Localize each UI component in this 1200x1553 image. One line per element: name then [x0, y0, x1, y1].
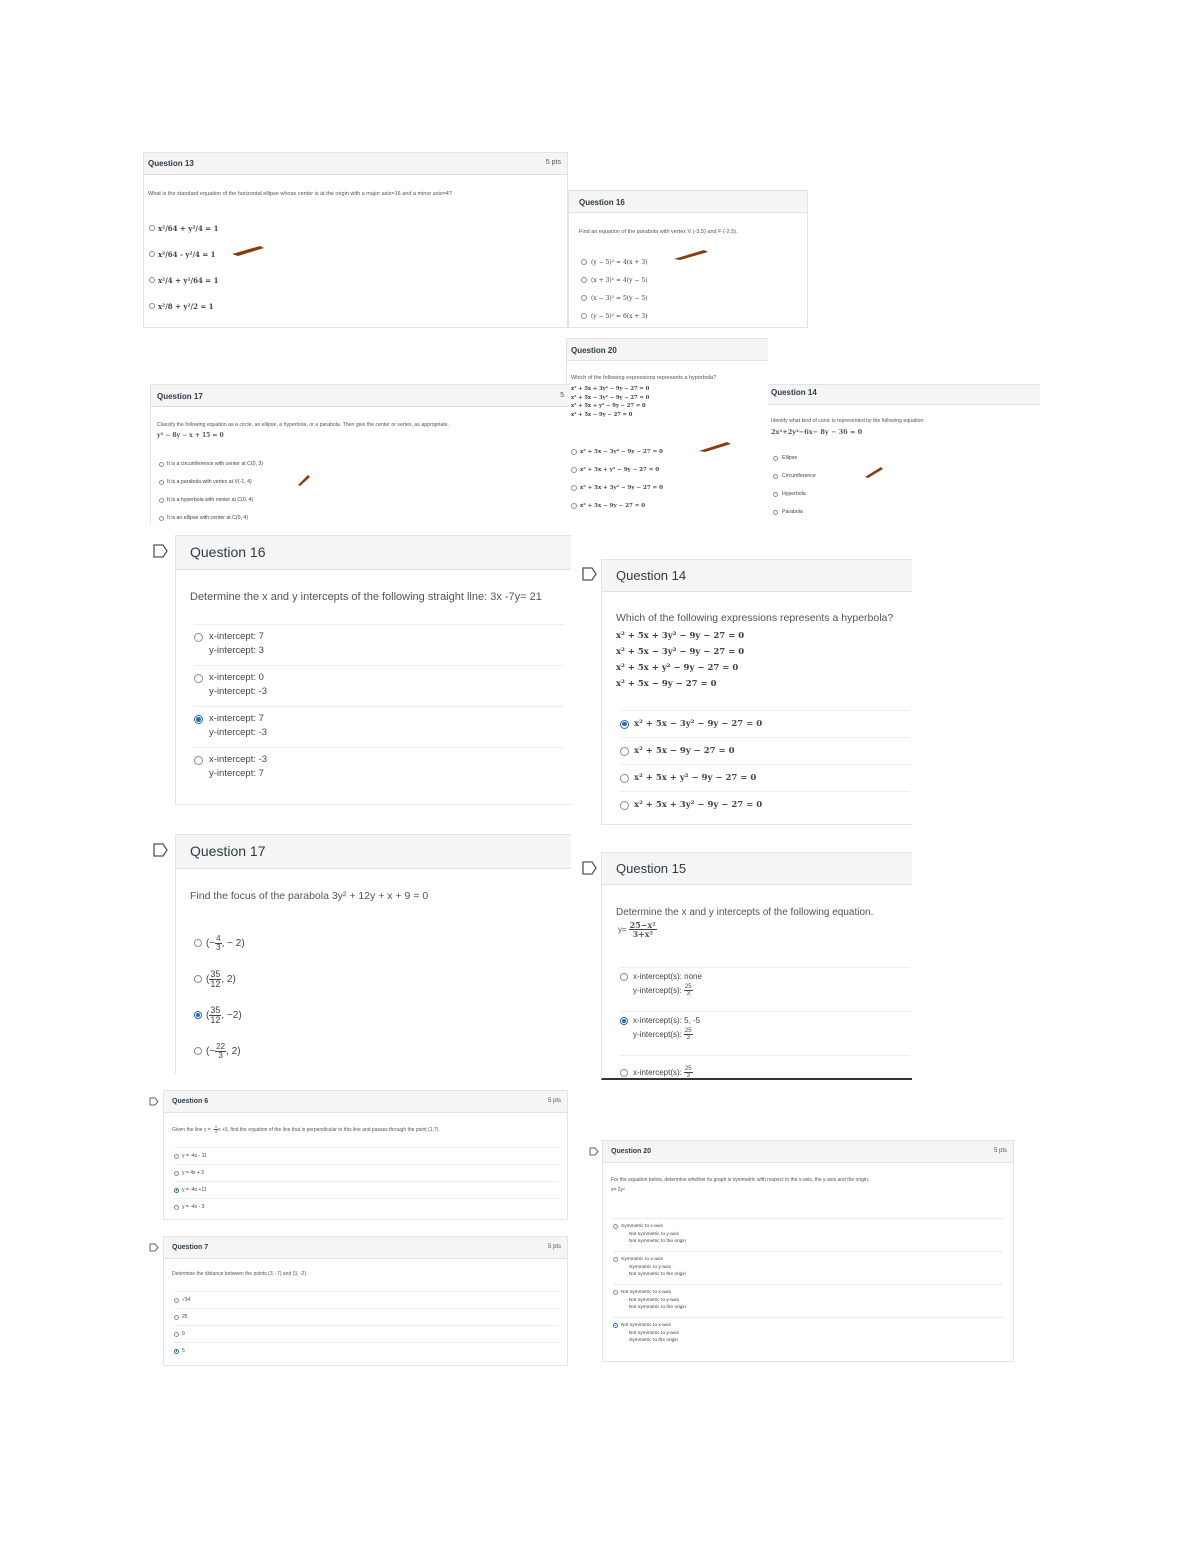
question-equation: x= 2y²: [611, 1187, 625, 1193]
radio-selected[interactable]: [194, 1011, 202, 1019]
option-3[interactable]: x²/4 + y²/64 = 1: [149, 267, 559, 293]
option-4[interactable]: Parabola: [773, 503, 816, 521]
options-list: [194, 624, 564, 788]
radio[interactable]: [174, 1154, 179, 1159]
radio[interactable]: [581, 259, 587, 265]
question-title: Question 15: [616, 861, 687, 876]
question-title: Question 16: [579, 198, 625, 207]
question-text: Find the focus of the parabola 3y² + 12y + x + 9 = 0: [190, 890, 429, 902]
question-text: Determine the distance between the points (3, -7) and (3, -2).: [172, 1271, 308, 1277]
question-14a-card: [768, 384, 1040, 524]
radio[interactable]: [620, 801, 629, 810]
question-header: [151, 385, 570, 407]
option-1[interactable]: y = -4x - 11: [174, 1147, 559, 1164]
radio[interactable]: [194, 756, 203, 765]
question-header: [603, 1141, 1013, 1163]
option-3[interactable]: Not symmetric to x-axis Not symmetric to y-axis Not symmetric to the origin: [613, 1284, 1003, 1317]
question-points: 5: [560, 392, 564, 399]
question-points: 5 pts: [545, 159, 561, 166]
question-equation: y² − 8y − x + 15 = 0: [157, 432, 224, 439]
flag-question-icon[interactable]: [582, 861, 598, 875]
question-text: Find an equation of the parabola with vertex V (-3,5) and F (-2,5).: [579, 229, 738, 235]
radio[interactable]: [581, 277, 587, 283]
question-title: Question 16: [190, 544, 266, 560]
option-2[interactable]: x² + 5x − 9y − 27 = 0: [620, 737, 910, 764]
question-text: Determine the x and y intercepts of the following straight line: 3x -7y= 21: [190, 591, 542, 603]
radio[interactable]: [174, 1332, 179, 1337]
radio[interactable]: [773, 474, 778, 479]
radio[interactable]: [194, 633, 203, 642]
option-2[interactable]: x-intercept(s): 5, -5 y-intercept(s): $\frac{25}{3}$: [620, 1011, 910, 1055]
answer-marker-icon: [697, 441, 733, 453]
option-2[interactable]: x²/64 - y²/4 = 1: [149, 241, 559, 267]
option-4[interactable]: Not symmetric to x-axis Not symmetric to y-axis Symmetric to the origin: [613, 1317, 1003, 1350]
radio[interactable]: [159, 480, 164, 485]
radio[interactable]: [149, 225, 155, 231]
flag-question-icon[interactable]: [153, 544, 169, 558]
question-title: Question 14: [616, 568, 687, 583]
question-text: For the equation below, determine whether its graph is symmetric with respect to the x-axis, the y-axis and the origin.: [611, 1177, 870, 1183]
answer-marker-icon: [296, 473, 312, 487]
radio[interactable]: [159, 516, 164, 521]
radio[interactable]: [620, 973, 628, 981]
radio[interactable]: [174, 1171, 179, 1176]
question-15-card: [601, 852, 912, 1080]
question-header: [567, 339, 768, 361]
option-1[interactable]: It is a circumference with center at C(0, 3): [159, 455, 263, 473]
question-title: Question 14: [771, 388, 817, 397]
option-1[interactable]: x-intercept: 7 y-intercept: 3: [194, 624, 564, 665]
option-3[interactable]: x² + 5x + y² − 9y − 27 = 0: [620, 764, 910, 791]
radio[interactable]: [571, 467, 577, 473]
radio[interactable]: [613, 1290, 618, 1295]
flag-question-icon[interactable]: [149, 1243, 159, 1252]
question-points: 5 pts: [547, 1244, 561, 1250]
question-equation: 2x²+2y²−6x− 8y − 36 = 0: [771, 428, 863, 436]
question-title: Question 17: [190, 843, 266, 859]
option-3[interactable]: It is a hyperbola with center at C(0, 4): [159, 491, 263, 509]
radio[interactable]: [620, 774, 629, 783]
question-header: [176, 536, 571, 570]
option-2[interactable]: x² + 5x + y² − 9y − 27 = 0: [571, 461, 663, 479]
answer-marker-icon: [863, 465, 885, 479]
option-4[interactable]: y = -4x - 3: [174, 1198, 559, 1215]
question-text: What is the standard equation of the horizontal ellipse whose center is at the origin with a major axis=16 and a minor axis=4?: [148, 191, 452, 197]
question-equation: y= $\frac{\text{25−x²}}{\text{3+x²}}$: [618, 920, 656, 939]
option-2[interactable]: 25: [174, 1308, 559, 1325]
option-4[interactable]: (y − 5)² = 6(x + 3): [581, 307, 648, 325]
expressions-list: x² + 5x + 3y² − 9y − 27 = 0 x² + 5x − 3y² − 9y − 27 = 0 x² + 5x + y² − 9y − 27 = 0 x² + 5x − 9y − 27 = 0: [571, 386, 650, 418]
options-list: [613, 1218, 1003, 1350]
question-text: Determine the x and y intercepts of the following equation.: [616, 907, 874, 918]
option-4[interactable]: x-intercept: -3 y-intercept: 7: [194, 747, 564, 788]
option-3[interactable]: y = -4x +11: [174, 1181, 559, 1198]
option-4[interactable]: x² + 5x + 3y² − 9y − 27 = 0: [620, 791, 910, 818]
question-16a-card: [568, 190, 808, 328]
question-text: Which of the following expressions represents a hyperbola?: [571, 375, 717, 381]
answer-marker-icon: [672, 249, 710, 261]
expressions-list: x² + 5x + 3y² − 9y − 27 = 0 x² + 5x − 3y² − 9y − 27 = 0 x² + 5x + y² − 9y − 27 = 0 x² + 5x − 9y − 27 = 0: [616, 631, 745, 689]
radio[interactable]: [159, 498, 164, 503]
option-3[interactable]: Hyperbola: [773, 485, 816, 503]
radio[interactable]: [174, 1205, 179, 1210]
radio-selected[interactable]: [620, 1017, 628, 1025]
question-header: [569, 191, 807, 213]
question-text: Which of the following expressions represents a hyperbola?: [616, 612, 894, 624]
radio[interactable]: [581, 295, 587, 301]
radio[interactable]: [613, 1257, 618, 1262]
radio[interactable]: [194, 975, 202, 983]
question-title: Question 7: [172, 1244, 209, 1251]
question-20b-card: [602, 1140, 1014, 1362]
flag-question-icon[interactable]: [149, 1097, 159, 1106]
radio[interactable]: [149, 303, 155, 309]
radio[interactable]: [773, 510, 778, 515]
question-13-card: [143, 152, 568, 328]
option-3[interactable]: ( $\frac{35}{12}$ , −2): [194, 997, 245, 1033]
radio-selected[interactable]: [194, 715, 203, 724]
question-header: [602, 560, 912, 592]
options-list: [620, 967, 910, 1085]
option-2[interactable]: y = 4x + 3: [174, 1164, 559, 1181]
radio[interactable]: [194, 674, 203, 683]
question-title: Question 13: [148, 159, 194, 168]
radio[interactable]: [159, 462, 164, 467]
option-4[interactable]: x² + 5x − 9y − 27 = 0: [571, 497, 663, 515]
options-list: [581, 253, 648, 325]
question-text: Classify the following equation as a circle, an ellipse, a hyperbola, or a parabola. Then give the center or vertex, as appropriate.: [157, 422, 450, 428]
option-2[interactable]: It is a parabola with vertex at V(-1, 4): [159, 473, 263, 491]
option-1[interactable]: x² + 5x − 3y² − 9y − 27 = 0: [620, 710, 910, 737]
option-2[interactable]: (x + 3)² = 4(y − 5): [581, 271, 648, 289]
option-1[interactable]: (− $\frac{4}{3}$ , − 2): [194, 925, 245, 961]
question-header: [144, 153, 567, 175]
options-list: [194, 925, 245, 1069]
radio-selected[interactable]: [620, 720, 629, 729]
question-header: [164, 1091, 567, 1113]
options-list: [571, 443, 663, 515]
radio-selected[interactable]: [613, 1323, 618, 1328]
option-2[interactable]: x-intercept: 0 y-intercept: -3: [194, 665, 564, 706]
radio[interactable]: [581, 313, 587, 319]
flag-question-icon[interactable]: [582, 567, 598, 581]
question-14b-card: [601, 559, 912, 825]
option-2[interactable]: ( $\frac{35}{12}$ , 2): [194, 961, 245, 997]
radio[interactable]: [773, 492, 778, 497]
question-text: Given the line y = - $\frac{1}{4}$ x +5, find the equation of the line that is perpendicular to this line and passes through the point (1,7).: [172, 1124, 440, 1134]
radio[interactable]: [571, 485, 577, 491]
option-3[interactable]: x-intercept: 7 y-intercept: -3: [194, 706, 564, 747]
radio[interactable]: [194, 939, 202, 947]
question-title: Question 17: [157, 392, 203, 401]
options-list: [149, 215, 559, 319]
flag-question-icon[interactable]: [153, 843, 169, 857]
option-3[interactable]: 9: [174, 1325, 559, 1342]
radio-selected[interactable]: [174, 1188, 179, 1193]
option-3[interactable]: x² + 5x + 3y² − 9y − 27 = 0: [571, 479, 663, 497]
options-list: [620, 710, 910, 818]
flag-question-icon[interactable]: [589, 1147, 599, 1156]
options-list: [174, 1291, 559, 1359]
options-list: [159, 455, 263, 527]
option-3[interactable]: x-intercept(s): $\frac{25}{3}$: [620, 1055, 910, 1085]
question-points: 5 pts: [993, 1148, 1007, 1154]
radio[interactable]: [174, 1298, 179, 1303]
radio[interactable]: [194, 1047, 202, 1055]
question-16b-card: [175, 535, 571, 805]
radio[interactable]: [620, 747, 629, 756]
option-1[interactable]: (y − 5)² = 4(x + 3): [581, 253, 648, 271]
option-2[interactable]: Circumference: [773, 467, 816, 485]
question-text: Identify what kind of conic is represented by the following equation:: [771, 418, 925, 424]
question-points: 5 pts: [547, 1098, 561, 1104]
radio[interactable]: [613, 1224, 618, 1229]
option-3[interactable]: (x − 3)² = 5(y − 5): [581, 289, 648, 307]
option-1[interactable]: x² + 5x − 3y² − 9y − 27 = 0: [571, 443, 663, 461]
answer-marker-icon: [230, 245, 266, 257]
question-header: [768, 385, 1040, 405]
option-4[interactable]: 5: [174, 1342, 559, 1359]
option-1[interactable]: x-intercept(s): none y-intercept(s): $\frac{25}{3}$: [620, 967, 910, 1011]
option-1[interactable]: Ellipse: [773, 449, 816, 467]
radio[interactable]: [773, 456, 778, 461]
radio[interactable]: [571, 449, 577, 455]
option-4[interactable]: It is an ellipse with center at C(0, 4): [159, 509, 263, 527]
option-1[interactable]: √34: [174, 1291, 559, 1308]
question-17b-card: [175, 834, 571, 1074]
options-list: [174, 1147, 559, 1215]
options-list: [773, 449, 816, 521]
radio[interactable]: [149, 277, 155, 283]
radio[interactable]: [620, 1069, 628, 1077]
question-title: Question 20: [611, 1148, 652, 1155]
question-7-card: [163, 1236, 568, 1366]
radio[interactable]: [149, 251, 155, 257]
question-header: [602, 853, 912, 885]
question-17a-card: [150, 384, 570, 524]
question-title: Question 20: [571, 346, 617, 355]
option-2[interactable]: Symmetric to x-axis Symmetric to y-axis Not symmetric to the origin: [613, 1251, 1003, 1284]
option-1[interactable]: Symmetric to x-axis Not symmetric to y-axis Not symmetric to the origin: [613, 1218, 1003, 1251]
option-4[interactable]: (− $\frac{22}{3}$ , 2): [194, 1033, 245, 1069]
radio-selected[interactable]: [174, 1349, 179, 1354]
question-20a-card: [566, 338, 768, 518]
question-title: Question 6: [172, 1098, 209, 1105]
radio[interactable]: [571, 503, 577, 509]
question-header: [176, 835, 571, 869]
question-header: [164, 1237, 567, 1259]
option-4[interactable]: x²/8 + y²/2 = 1: [149, 293, 559, 319]
radio[interactable]: [174, 1315, 179, 1320]
question-6-card: [163, 1090, 568, 1220]
option-1[interactable]: x²/64 + y²/4 = 1: [149, 215, 559, 241]
